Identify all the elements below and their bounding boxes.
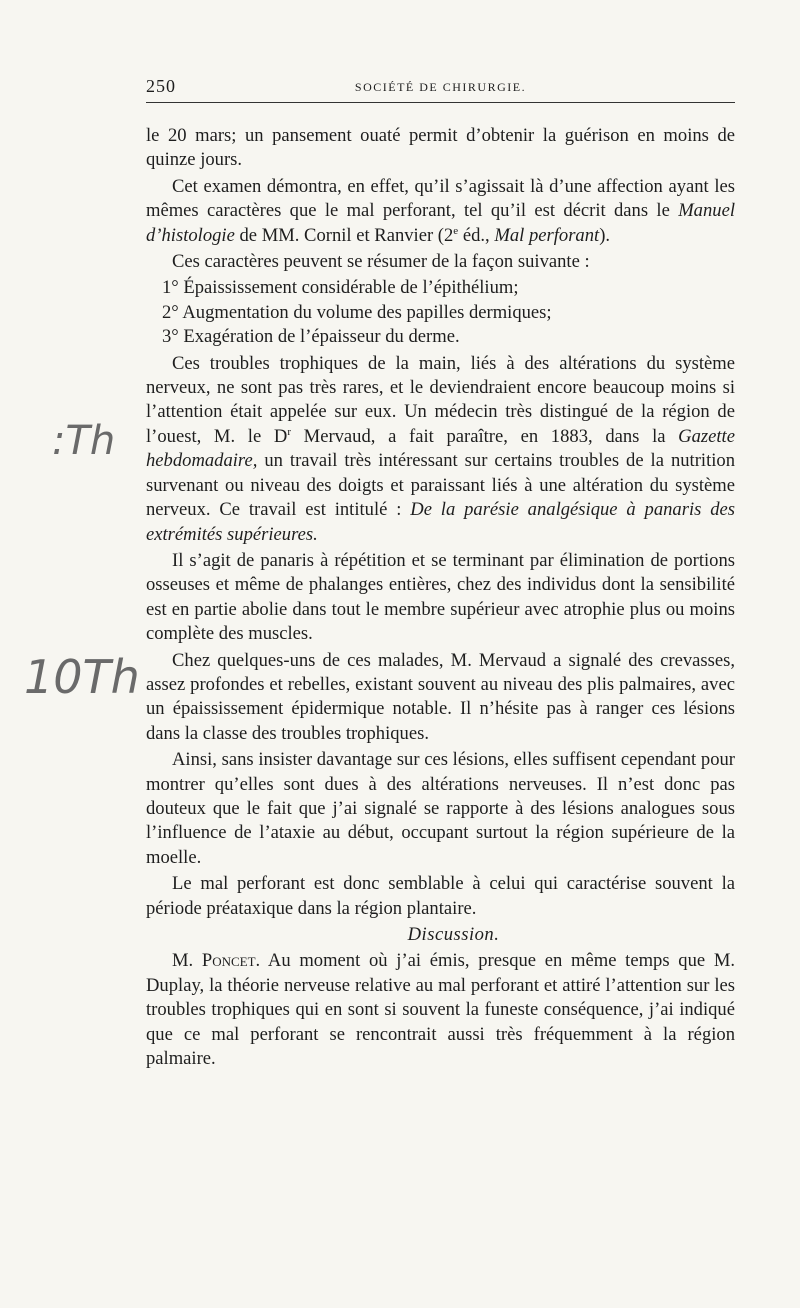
- page-header: [146, 74, 735, 103]
- paragraph: le 20 mars; un pansement ouaté permit d’obtenir la guérison en moins de quinze jours.: [146, 125, 735, 171]
- page-body: [146, 124, 735, 1073]
- paragraph: Ces troubles trophiques de la main, liés à des altérations du système nerveux, ne sont pas très rares, et le deviendraient encore beaucoup moins si l’attention était appelée sur eux. Un médecin très distingué de la région de l’ouest, M. le $D^r$ Mervaud, a fait paraître, en 1883, dans la Gazette hebdomadaire, un travail très intéressant sur certains troubles de la nutrition survenant ou niveau des doigts et paraissant liés à une altération du système nerveux. Ce travail est intitulé : De la parésie analgésique à panaris des extrémités supérieures.: [146, 352, 735, 545]
- list-item: 3° Exagération de l’épaisseur du derme.: [162, 326, 460, 348]
- paragraph: Ces caractères peuvent se résumer de la façon suivante :: [172, 251, 590, 273]
- paragraph: Chez quelques-uns de ces malades, M. Mervaud a signalé des crevasses, assez profondes et rebelles, existant souvent au niveau des plis palmaires, avec un épaississement épidermique notable. Il n’hésite pas à ranger ces lésions dans la classe des troubles trophiques.: [146, 649, 735, 744]
- paragraph: Ainsi, sans insister davantage sur ces lésions, elles suffisent cependant pour montrer qu’elles sont dues à des altérations nerveuses. Il n’est donc pas douteux que le fait que j’ai signalé se rapporte à des lésions analogues sous l’influence de l’ataxie au début, occupant surtout la région supérieure de la moelle.: [146, 749, 735, 868]
- paragraph: Il s’agit de panaris à répétition et se terminant par élimination de portions osseuses et même de phalanges entières, chez des individus dont la sensibilité est en partie abolie dans tout le membre supérieur avec atrophie plus ou moins complète des muscles.: [146, 549, 735, 645]
- paragraph: Le mal perforant est donc semblable à celui qui caractérise souvent la période préataxique dans la région plantaire.: [146, 873, 735, 919]
- speaker-name: M. Poncet.: [172, 950, 261, 972]
- margin-note-1: :Th: [52, 418, 116, 464]
- running-title: SOCIÉTÉ DE CHIRURGIE.: [354, 80, 527, 94]
- section-title: Discussion.: [407, 924, 500, 945]
- page-number: 250: [146, 76, 176, 96]
- list-item: 2° Augmentation du volume des papilles dermiques;: [162, 301, 552, 323]
- paragraph: M. Poncet. Au moment où j’ai émis, presque en même temps que M. Duplay, la théorie nerveuse relative au mal perforant et attiré l’attention sur les troubles trophiques qui en sont si souvent la funeste conséquence, j’ai indiqué que ce mal perforant se rencontrait aussi très fréquemment à la région palmaire.: [146, 950, 736, 1070]
- paragraph: Cet examen démontra, en effet, qu’il s’agissait là d’une affection ayant les mêmes caractères que le mal perforant, tel qu’il est décrit dans le Manuel d’histologie de MM. Cornil et Ranvier (2e éd., Mal perforant).: [146, 175, 735, 246]
- margin-note-2: 10Th: [24, 650, 140, 704]
- list-item: 1° Épaississement considérable de l’épithélium;: [162, 277, 519, 299]
